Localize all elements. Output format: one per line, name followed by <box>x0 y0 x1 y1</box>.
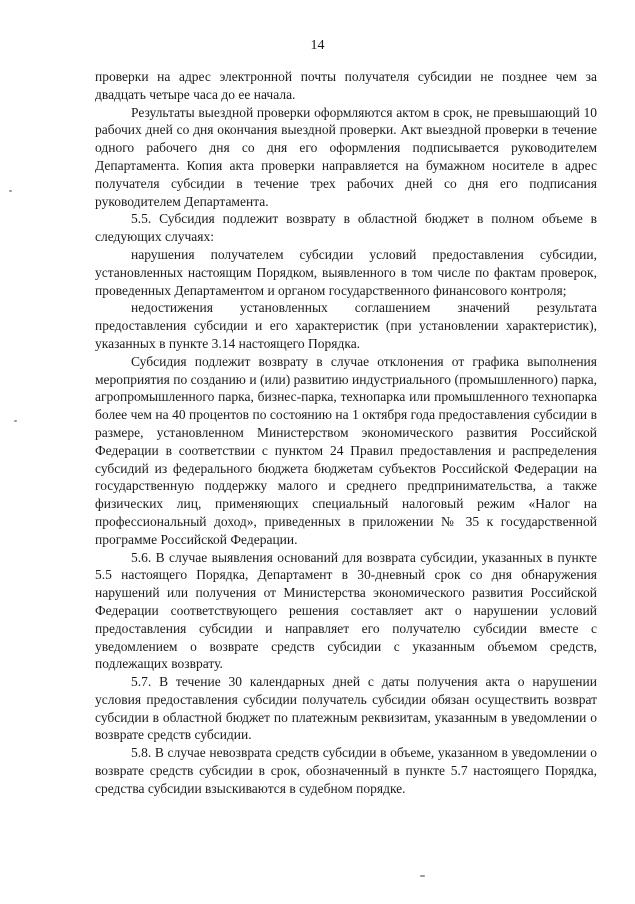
paragraph: 5.7. В течение 30 календарных дней с даты получения акта о нарушении условия предоставления субсидии получатель субсидии обязан осуществить возврат субсидии в областной бюджет по платежным реквизитам, указанным в уведомлении о возврате средств субсидии. <box>95 674 597 743</box>
paragraph: Субсидия подлежит возврату в случае отклонения от графика выполнения мероприятия по созданию и (или) развитию индустриального (промышленного) парка, агропромышленного парка, бизнес-парка, технопарка или промышленного технопарка более чем на 40 процентов по состоянию на 1 октября года предоставления субсидии в размере, установленном Министерством экономического развития Российской Федерации в соответствии с пунктом 24 Правил предоставления и распределения субсидий из федерального бюджета бюджетам субъектов Российской Федерации на государственную поддержку малого и среднего предпринимательства, а также физических лиц, применяющих специальный налоговый режим «Налог на профессиональный доход», приведенных в приложении № 35 к государственной программе Российской Федерации. <box>95 353 597 547</box>
paragraph: 5.6. В случае выявления оснований для возврата субсидии, указанных в пункте 5.5 настоящего Порядка, Департамент в 30-дневный срок со дня обнаружения нарушений или получения от Министерства экономического развития Российской Федерации соответствующего решения составляет акт о нарушении условий предоставления субсидии и направляет его получателю субсидии вместе с уведомлением о возврате средств субсидии с указанным объемом средств, подлежащих возврату. <box>95 549 597 672</box>
paragraph: 5.5. Субсидия подлежит возврату в областной бюджет в полном объеме в следующих случаях: <box>95 211 597 245</box>
document-body <box>95 68 597 798</box>
paragraph: недостижения установленных соглашением значений результата предоставления субсидии и его характеристик (при установлении характеристик), указанных в пункте 3.14 настоящего Порядка. <box>95 300 597 351</box>
paragraph: 5.8. В случае невозврата средств субсидии в объеме, указанном в уведомлении о возврате средств субсидии в срок, обозначенный в пункте 5.7 настоящего Порядка, средства субсидии взыскиваются в судебном порядке. <box>95 745 597 796</box>
paragraph: Результаты выездной проверки оформляются актом в срок, не превышающий 10 рабочих дней со дня окончания выездной проверки. Акт выездной проверки в течение одного рабочего дня со дня его оформления подписывается руководителем Департамента. Копия акта проверки направляется на бумажном носителе в адрес получателя субсидии в течение трех рабочих дней со дня его подписания руководителем Департамента. <box>95 104 597 209</box>
scan-speck <box>14 420 17 422</box>
scan-speck <box>9 190 12 192</box>
paragraph: проверки на адрес электронной почты получателя субсидии не позднее чем за двадцать четыре часа до ее начала. <box>95 69 597 102</box>
scan-speck <box>420 875 425 877</box>
page-number: 14 <box>310 38 325 53</box>
paragraph: нарушения получателем субсидии условий предоставления субсидии, установленных настоящим Порядком, выявленного в том числе по фактам проверок, проведенных Департаментом и органом государственного финансового контроля; <box>95 246 597 298</box>
